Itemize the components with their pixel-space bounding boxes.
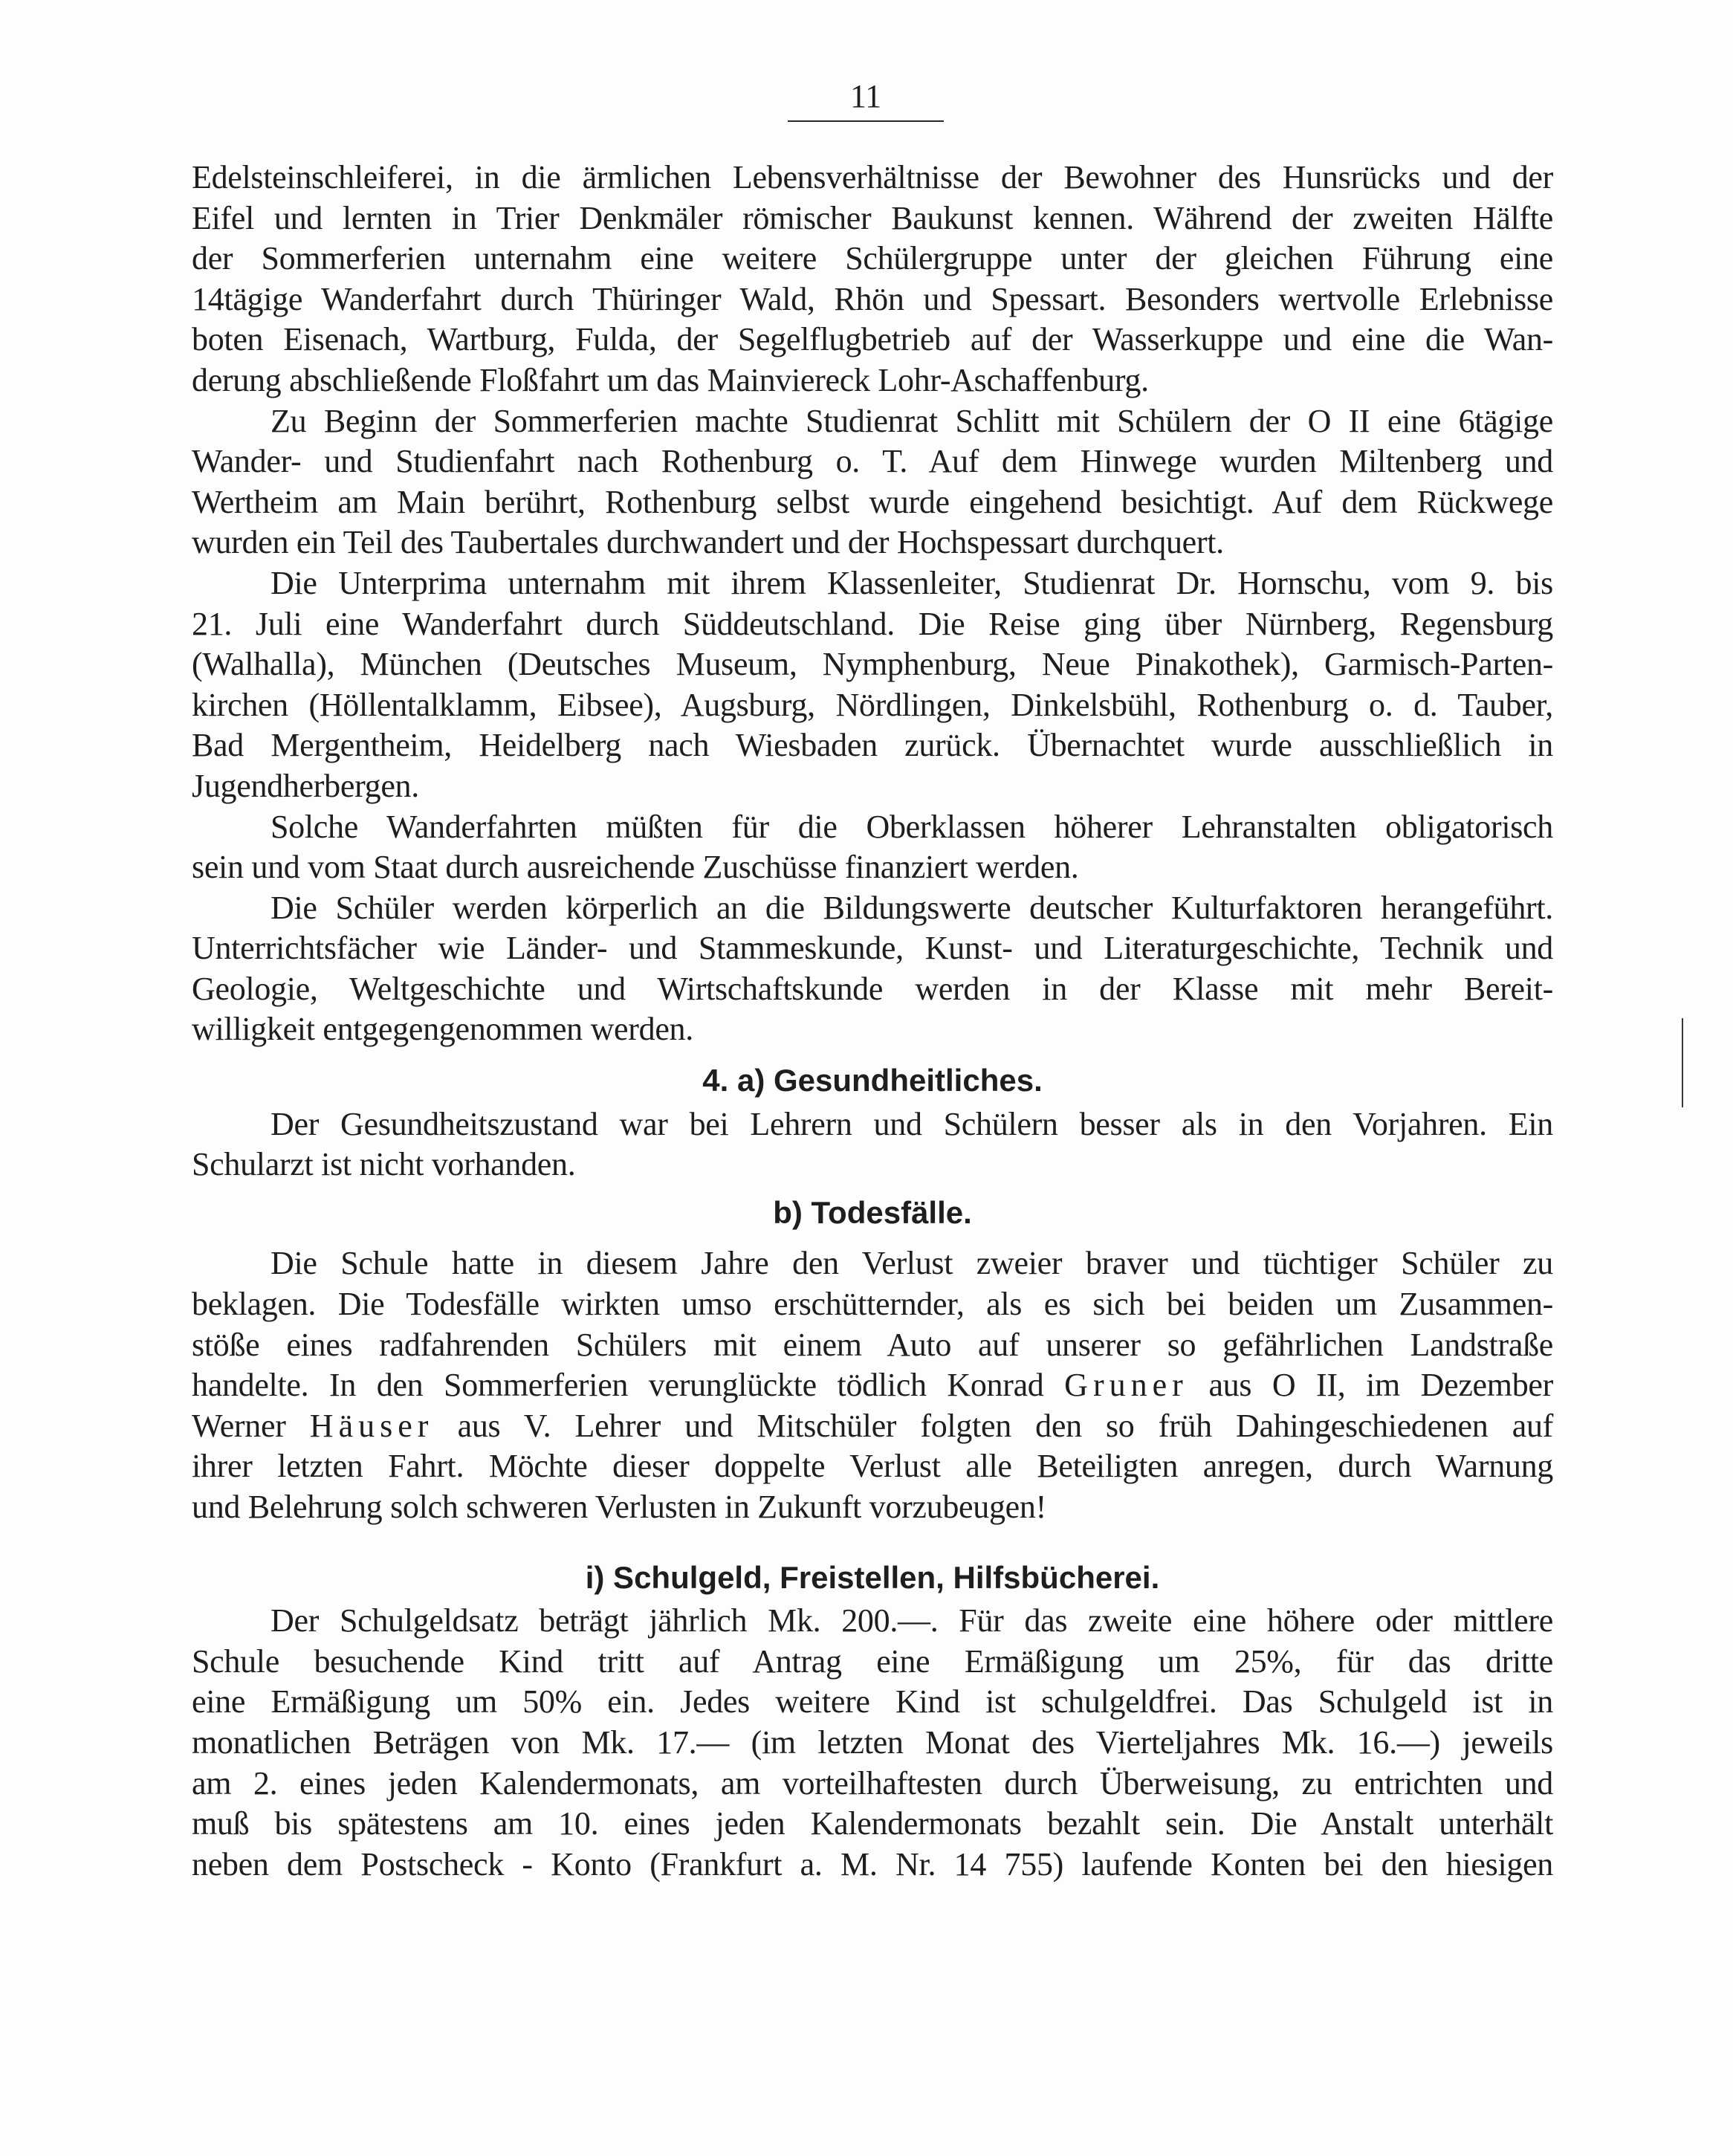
section-heading-gesundheitliches: 4. a) Gesundheitliches. [702, 1063, 1043, 1098]
section-heading-schulgeld: i) Schulgeld, Freistellen, Hilfsbücherei. [585, 1559, 1160, 1595]
paragraph-1-line: 14tägige Wanderfahrt durch Thüringer Wald, Rhön und Spessart. Besonders wertvolle Erlebnisse [192, 280, 1553, 317]
tuition-paragraph-line: neben dem Postscheck - Konto (Frankfurt a. M. Nr. 14 755) laufende Konten bei den hiesigen [192, 1845, 1553, 1883]
tuition-paragraph-line: eine Ermäßigung um 50% ein. Jedes weitere Kind ist schulgeldfrei. Das Schulgeld ist in [192, 1683, 1553, 1720]
deaths-paragraph-line: beklagen. Die Todesfälle wirkten umso erschütternder, als es sich bei beiden um Zusammen- [192, 1286, 1553, 1323]
paragraph-3-line: Die Unterprima unternahm mit ihrem Klassenleiter, Studienrat Dr. Hornschu, vom 9. bis [271, 564, 1553, 601]
paragraph-5-line: Unterrichtsfächer wie Länder- und Stammeskunde, Kunst- und Literaturgeschichte, Technik und [192, 930, 1553, 967]
page-number-rule [788, 120, 944, 122]
tuition-paragraph-line: muß bis spätestens am 10. eines jeden Kalendermonats bezahlt sein. Die Anstalt unterhält [192, 1805, 1553, 1842]
paragraph-4-line: Solche Wanderfahrten müßten für die Oberklassen höherer Lehranstalten obligatorisch [271, 808, 1553, 845]
paragraph-1-line: derung abschließende Floßfahrt um das Mainviereck Lohr-Aschaffenburg. [192, 361, 1149, 398]
student-name: Häuser [309, 1407, 434, 1444]
paragraph-3-line: kirchen (Höllentalklamm, Eibsee), Augsburg, Nördlingen, Dinkelsbühl, Rothenburg o. d. Tauber, [192, 686, 1553, 723]
student-name: Gruner [1064, 1367, 1188, 1404]
paragraph-1-line: Eifel und lernten in Trier Denkmäler römischer Baukunst kennen. Während der zweiten Hälfte [192, 199, 1553, 236]
deaths-paragraph-line: und Belehrung solch schweren Verlusten in Zukunft vorzubeugen! [192, 1489, 1046, 1525]
deaths-paragraph-line: ihrer letzten Fahrt. Möchte dieser doppelte Verlust alle Beteiligten anregen, durch Warnung [192, 1448, 1553, 1485]
paragraph-2-line: Wertheim am Main berührt, Rothenburg selbst wurde eingehend besichtigt. Auf dem Rückwege [192, 483, 1553, 520]
health-paragraph-line: Schularzt ist nicht vorhanden. [192, 1146, 576, 1183]
tuition-paragraph-line: am 2. eines jeden Kalendermonats, am vorteilhaftesten durch Überweisung, zu entrichten und [192, 1764, 1553, 1801]
paragraph-5-line: Die Schüler werden körperlich an die Bildungswerte deutscher Kulturfaktoren herangeführt. [271, 889, 1553, 926]
paragraph-5-line: willigkeit entgegengenommen werden. [192, 1011, 693, 1048]
paragraph-3-line: Bad Mergentheim, Heidelberg nach Wiesbaden zurück. Übernachtet wurde ausschließlich in [192, 727, 1553, 764]
paragraph-1-line: boten Eisenach, Wartburg, Fulda, der Segelflugbetrieb auf der Wasserkuppe und eine die Wan- [192, 321, 1553, 358]
paragraph-5-line: Geologie, Weltgeschichte und Wirtschaftskunde werden in der Klasse mit mehr Bereit- [192, 970, 1553, 1007]
line-text: handelte. In den Sommerferien verunglückte tödlich Konrad [192, 1367, 1065, 1404]
paragraph-1-line: Edelsteinschleiferei, in die ärmlichen Lebensverhältnisse der Bewohner des Hunsrücks und der [192, 159, 1553, 195]
deaths-paragraph-line: Die Schule hatte in diesem Jahre den Verlust zweier braver und tüchtiger Schüler zu [271, 1245, 1553, 1282]
paragraph-3-line: 21. Juli eine Wanderfahrt durch Süddeutschland. Die Reise ging über Nürnberg, Regensburg [192, 605, 1553, 642]
paragraph-2-line: wurden ein Teil des Taubertales durchwandert und der Hochspessart durchquert. [192, 524, 1224, 561]
tuition-paragraph-line: monatlichen Beträgen von Mk. 17.— (im letzten Monat des Vierteljahres Mk. 16.—) jeweils [192, 1723, 1553, 1761]
paragraph-3-line: (Walhalla), München (Deutsches Museum, Nymphenburg, Neue Pinakothek), Garmisch-Parten- [192, 646, 1553, 683]
paragraph-2-line: Wander- und Studienfahrt nach Rothenburg o. T. Auf dem Hinwege wurden Miltenberg und [192, 443, 1553, 480]
line-text: aus V. Lehrer und Mitschüler folgten den so früh Dahingeschiedenen auf [433, 1407, 1553, 1444]
page-number: 11 [849, 78, 882, 114]
deaths-paragraph-line [192, 1406, 1553, 1447]
line-text: aus O II, im Dezember [1188, 1367, 1553, 1404]
paragraph-2-line: Zu Beginn der Sommerferien machte Studienrat Schlitt mit Schülern der O II eine 6tägige [271, 402, 1553, 439]
paragraph-3-line: Jugendherbergen. [192, 767, 419, 804]
body-text [192, 158, 1553, 1885]
deaths-paragraph-line [192, 1365, 1553, 1406]
section-heading-todesfaelle: b) Todesfälle. [773, 1194, 972, 1230]
tuition-paragraph-line: Der Schulgeldsatz beträgt jährlich Mk. 200.—. Für das zweite eine höhere oder mittlere [271, 1602, 1553, 1639]
paragraph-4-line: sein und vom Staat durch ausreichende Zuschüsse finanziert werden. [192, 849, 1079, 886]
paragraph-1-line: der Sommerferien unternahm eine weitere Schülergruppe unter der gleichen Führung eine [192, 240, 1553, 277]
line-text: Werner [192, 1407, 310, 1444]
tuition-paragraph-line: Schule besuchende Kind tritt auf Antrag eine Ermäßigung um 25%, für das dritte [192, 1642, 1553, 1680]
deaths-paragraph-line: stöße eines radfahrenden Schülers mit einem Auto auf unserer so gefährlichen Landstraße [192, 1326, 1553, 1363]
health-paragraph-line: Der Gesundheitszustand war bei Lehrern und Schülern besser als in den Vorjahren. Ein [271, 1105, 1553, 1142]
margin-mark [1682, 1018, 1683, 1107]
